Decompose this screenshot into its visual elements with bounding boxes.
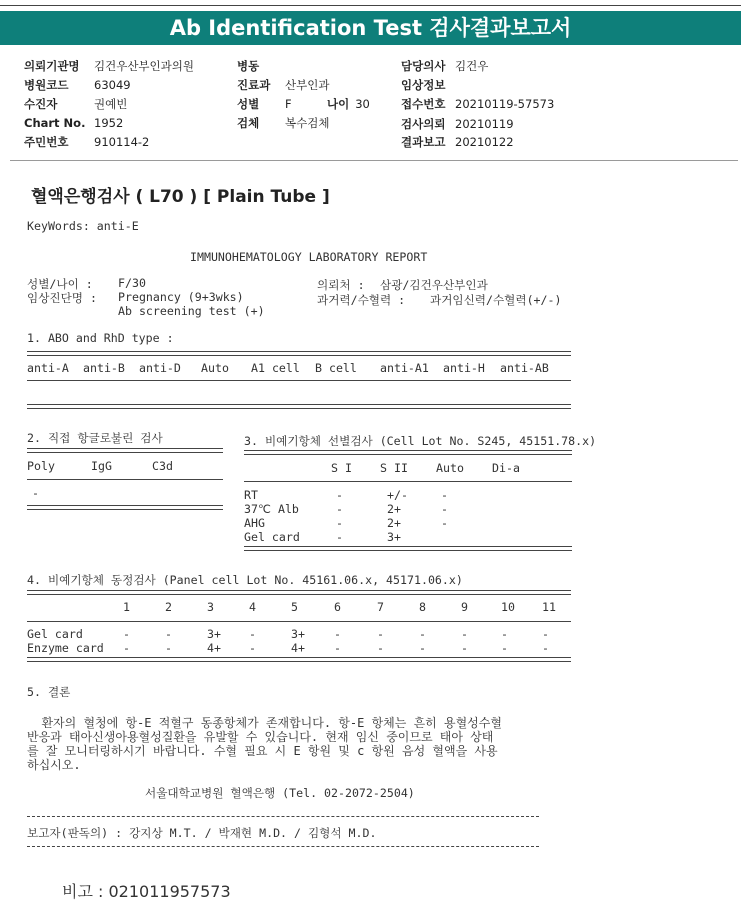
header-patient-name: 수진자 권예빈 [24,97,128,111]
signature-rule-bottom [27,846,539,847]
panel-cell: - [377,627,384,641]
header-specimen: 검체 복수검체 [237,116,330,130]
abo-col-anti-a: anti-A [27,361,69,375]
screening-col-auto: Auto [436,461,464,475]
panel-cell: - [377,641,384,655]
panel-cell: - [334,641,341,655]
dat-bottom-rule [27,505,223,510]
header-department: 진료과 산부인과 [237,78,330,92]
signature-rule-top [27,816,539,817]
panel-cell: - [334,627,341,641]
panel-col-3: 3 [207,600,214,614]
panel-col-6: 6 [334,600,341,614]
header-hospital-code: 병원코드 63049 [24,78,131,92]
panel-col-2: 2 [165,600,172,614]
abo-col-anti-h: anti-H [443,361,485,375]
screening-37c-auto: - [441,502,448,516]
screening-gel-si: - [336,530,343,544]
conclusion-line-1: 환자의 혈청에 항-E 적혈구 동종항체가 존재합니다. 항-E 항체는 흔히 용혈성수혈 [27,716,502,730]
panel-cell: - [542,641,549,655]
reporter-line: 보고자(판독의) : 강지상 M.T. / 박재현 M.D. / 김형석 M.D. [27,826,377,840]
screening-ahg-sii: 2+ [387,516,401,530]
panel-cell: 3+ [291,627,305,641]
panel-col-9: 9 [461,600,468,614]
abo-rhd-title: 1. ABO and RhD type : [27,331,174,345]
dat-title: 2. 직접 항글로불린 검사 [27,431,163,445]
screening-37c-si: - [336,502,343,516]
header-report-date: 결과보고 20210122 [401,135,514,149]
header-chart-no: Chart No. 1952 [24,116,124,130]
requester-label: 의뢰처 : [317,278,365,292]
panel-title: 4. 비예기항체 동정검사 (Panel cell Lot No. 45161.06.x, 45171.06.x) [27,573,463,587]
dat-rule [27,479,223,480]
requester-value: 삼광/김건우산부인과 [380,278,488,292]
screening-double-rule [244,450,572,455]
panel-cell: - [501,627,508,641]
abo-col-a1-cell: A1 cell [251,361,300,375]
screening-rt-sii: +/- [387,488,408,502]
conclusion-title: 5. 결론 [27,685,71,699]
panel-cell: - [165,641,172,655]
conclusion-line-3: 를 잘 모니터링하시기 바랍니다. 수혈 필요 시 E 항원 및 c 항원 음성 혈액을 사용 [27,744,498,758]
panel-row-enzyme-label: Enzyme card [27,641,104,655]
abo-col-anti-b: anti-B [83,361,125,375]
header-request-date: 검사의뢰 20210119 [401,117,514,131]
dat-value: - [32,486,39,500]
panel-col-1: 1 [123,600,130,614]
header-ward: 병동 [237,59,260,73]
abo-bottom-rule [27,404,571,409]
screening-rt-si: - [336,488,343,502]
screening-col-dia: Di-a [492,461,520,475]
screening-row-37c: 37℃ Alb [244,502,299,516]
header-resident-no: 주민번호 910114-2 [24,135,150,149]
screening-ahg-si: - [336,516,343,530]
remark-label: 비고 : [62,882,104,901]
screening-rt-auto: - [441,488,448,502]
screening-rule [244,481,572,482]
panel-double-rule [27,590,571,595]
screening-row-gel: Gel card [244,530,300,544]
panel-row-gel-label: Gel card [27,627,83,641]
panel-bottom-rule [27,657,571,662]
dat-double-rule [27,448,223,453]
sex-age-value: F/30 [118,276,146,290]
panel-col-8: 8 [419,600,426,614]
panel-col-4: 4 [249,600,256,614]
screening-37c-sii: 2+ [387,502,401,516]
panel-cell: - [165,627,172,641]
panel-cell: - [461,627,468,641]
diagnosis-value-1: Pregnancy (9+3wks) [118,290,244,304]
abo-rule [27,380,571,381]
keywords: KeyWords: anti-E [27,219,139,233]
conclusion-line-2: 반응과 태아신생아용혈성질환을 유발할 수 있습니다. 현재 임신 중이므로 태아 상태 [27,730,494,744]
panel-cell: - [123,641,130,655]
abo-col-anti-ab: anti-AB [500,361,549,375]
remark [62,879,231,902]
screening-gel-sii: 3+ [387,530,401,544]
header-clinical-info: 임상정보 [401,78,446,92]
header-age: 나이 30 [327,97,370,111]
screening-bottom-rule [244,546,572,551]
screening-col-sii: S II [380,461,408,475]
diagnosis-label: 임상진단명 : [27,291,97,305]
header-sex: 성별 F [237,97,292,111]
panel-cell: - [123,627,130,641]
screening-col-si: S I [331,461,352,475]
report-title-bar: Ab Identification Test 검사결과보고서 [0,11,741,45]
panel-cell: 4+ [207,641,221,655]
lab-report-title: IMMUNOHEMATOLOGY LABORATORY REPORT [190,250,428,264]
header-divider [10,160,738,161]
abo-col-auto: Auto [201,361,229,375]
history-value: 과거임신력/수혈력(+/-) [430,293,562,307]
panel-col-11: 11 [542,600,556,614]
remark-value: 021011957573 [108,882,231,901]
conclusion-line-4: 하십시오. [27,758,81,772]
screening-title: 3. 비예기항체 선별검사 (Cell Lot No. S245, 45151.78.x) [244,434,597,448]
dat-col-igg: IgG [91,459,112,473]
top-rule [0,5,741,6]
panel-cell: - [249,627,256,641]
panel-col-7: 7 [377,600,384,614]
panel-col-10: 10 [501,600,515,614]
panel-cell: - [419,641,426,655]
panel-rule [27,621,571,622]
diagnosis-value-2: Ab screening test (+) [118,304,265,318]
abo-col-anti-a1: anti-A1 [380,361,429,375]
panel-cell: - [461,641,468,655]
screening-ahg-auto: - [441,516,448,530]
header-accession-no: 접수번호 20210119-57573 [401,97,555,111]
panel-col-5: 5 [291,600,298,614]
panel-cell: - [501,641,508,655]
sex-age-label: 성별/나이 : [27,277,93,291]
panel-cell: - [542,627,549,641]
panel-cell: 4+ [291,641,305,655]
panel-cell: - [249,641,256,655]
dat-col-poly: Poly [27,459,55,473]
header-physician: 담당의사 김건우 [401,59,489,73]
section-title: 혈액은행검사 ( L70 ) [ Plain Tube ] [31,187,330,207]
screening-row-ahg: AHG [244,516,265,530]
history-label: 과거력/수혈력 : [317,293,406,307]
panel-cell: 3+ [207,627,221,641]
abo-col-anti-d: anti-D [139,361,181,375]
dat-col-c3d: C3d [152,459,173,473]
panel-cell: - [419,627,426,641]
header-institution: 의뢰기관명 김건우산부인과의원 [24,59,194,73]
abo-col-b-cell: B cell [315,361,357,375]
abo-double-rule [27,351,571,356]
screening-row-rt: RT [244,488,258,502]
hospital-blood-bank: 서울대학교병원 혈액은행 (Tel. 02-2072-2504) [145,786,415,800]
